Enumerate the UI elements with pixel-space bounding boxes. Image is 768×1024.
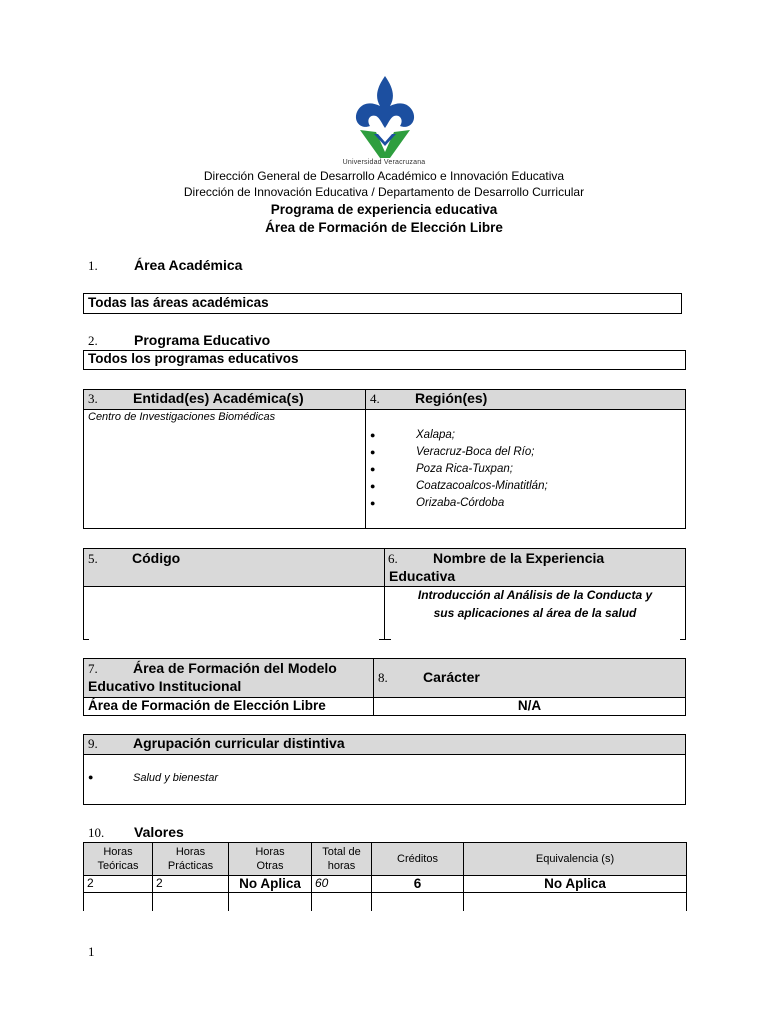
section-3-label: Entidad(es) Académica(s)	[133, 390, 304, 406]
section-1-number: 1.	[88, 258, 98, 273]
values-header-row	[84, 843, 687, 876]
section-2-number: 2.	[88, 333, 98, 348]
section-9-label: Agrupación curricular distintiva	[133, 735, 345, 751]
values-spacer-row	[84, 893, 687, 912]
bottom-tick-right	[680, 639, 686, 640]
section-5-6-table	[83, 548, 686, 640]
value-horas-otras: No Aplica	[229, 876, 312, 893]
section-5-6-left-border	[83, 548, 84, 640]
section-4-label: Región(es)	[415, 390, 488, 406]
value-creditos: 6	[372, 876, 464, 893]
document-title: Programa de experiencia educativa	[270, 202, 498, 217]
value-equivalencia: No Aplica	[464, 876, 687, 893]
header-equivalencia: Equivalencia (s)	[464, 843, 687, 876]
section-5-label: Código	[132, 550, 181, 566]
section-1-box	[83, 293, 682, 314]
section-6-label-b: Educativa	[389, 568, 456, 584]
header-horas-otras: Horas Otras	[229, 843, 312, 876]
section-1-label: Área Académica	[134, 257, 243, 273]
page-number: 1	[88, 944, 95, 959]
value-horas-teoricas: 2	[84, 876, 153, 893]
bottom-tick-left	[83, 639, 89, 640]
course-name	[385, 586, 685, 622]
section-2-box	[83, 350, 686, 370]
section-5-6-right-border	[685, 548, 686, 640]
section-7-8-table	[83, 658, 686, 716]
bottom-tick-mid	[379, 639, 391, 640]
header-creditos: Créditos	[372, 843, 464, 876]
header-line-1: Dirección General de Desarrollo Académico e Innovación Educativa	[203, 169, 565, 183]
header-line-2: Dirección de Innovación Educativa / Departamento de Desarrollo Curricular	[183, 185, 585, 199]
section-10-label: Valores	[134, 824, 184, 840]
value-horas-practicas: 2	[153, 876, 229, 893]
table-row	[84, 876, 687, 893]
logo-emblem-icon	[330, 72, 440, 162]
document-subtitle: Área de Formación de Elección Libre	[265, 220, 503, 235]
header-horas-practicas: Horas Prácticas	[153, 843, 229, 876]
course-name-line-2: sus aplicaciones al área de la salud	[433, 606, 637, 620]
section-8-number: 8.	[378, 670, 388, 685]
values-table	[83, 842, 687, 911]
section-7-label-a: Área de Formación del Modelo	[133, 660, 337, 676]
section-9-number: 9.	[88, 736, 98, 751]
section-2-value: Todos los programas educativos	[88, 351, 299, 366]
section-10-number: 10.	[88, 825, 105, 840]
section-7-number: 7.	[88, 661, 98, 676]
section-3-value: Centro de Investigaciones Biomédicas	[88, 411, 276, 423]
section-8-value: N/A	[517, 698, 542, 713]
header-total-horas: Total de horas	[312, 843, 372, 876]
value-total-horas: 60	[312, 876, 372, 893]
course-name-line-1: Introducción al Análisis de la Conducta y	[417, 588, 653, 602]
section-3-4-divider	[365, 390, 366, 528]
section-4-number: 4.	[370, 391, 380, 406]
section-9-value: Salud y bienestar	[133, 772, 218, 784]
section-2-label: Programa Educativo	[134, 332, 271, 348]
regions-list	[370, 427, 548, 512]
list-item: ● Veracruz-Boca del Río;	[370, 444, 548, 461]
section-6-label-a: Nombre de la Experiencia	[433, 550, 605, 566]
list-item: ● Orizaba-Córdoba	[370, 495, 548, 512]
section-6-number: 6.	[388, 551, 398, 566]
section-3-4-table	[83, 389, 686, 529]
university-logo	[330, 72, 440, 172]
header-horas-teoricas: Horas Teóricas	[84, 843, 153, 876]
section-1-value: Todas las áreas académicas	[88, 295, 269, 310]
list-item: ● Xalapa;	[370, 427, 548, 444]
section-3-number: 3.	[88, 391, 98, 406]
section-9-table	[83, 734, 686, 805]
list-item: ● Poza Rica-Tuxpan;	[370, 461, 548, 478]
section-7-label-b: Educativo Institucional	[88, 678, 242, 694]
bullet-icon: ●	[88, 772, 94, 782]
section-7-value: Área de Formación de Elección Libre	[88, 698, 326, 713]
logo-caption: Universidad Veracruzana	[342, 159, 426, 166]
section-8-label: Carácter	[423, 669, 480, 685]
section-5-number: 5.	[88, 551, 98, 566]
list-item: ● Coatzacoalcos-Minatitlán;	[370, 478, 548, 495]
